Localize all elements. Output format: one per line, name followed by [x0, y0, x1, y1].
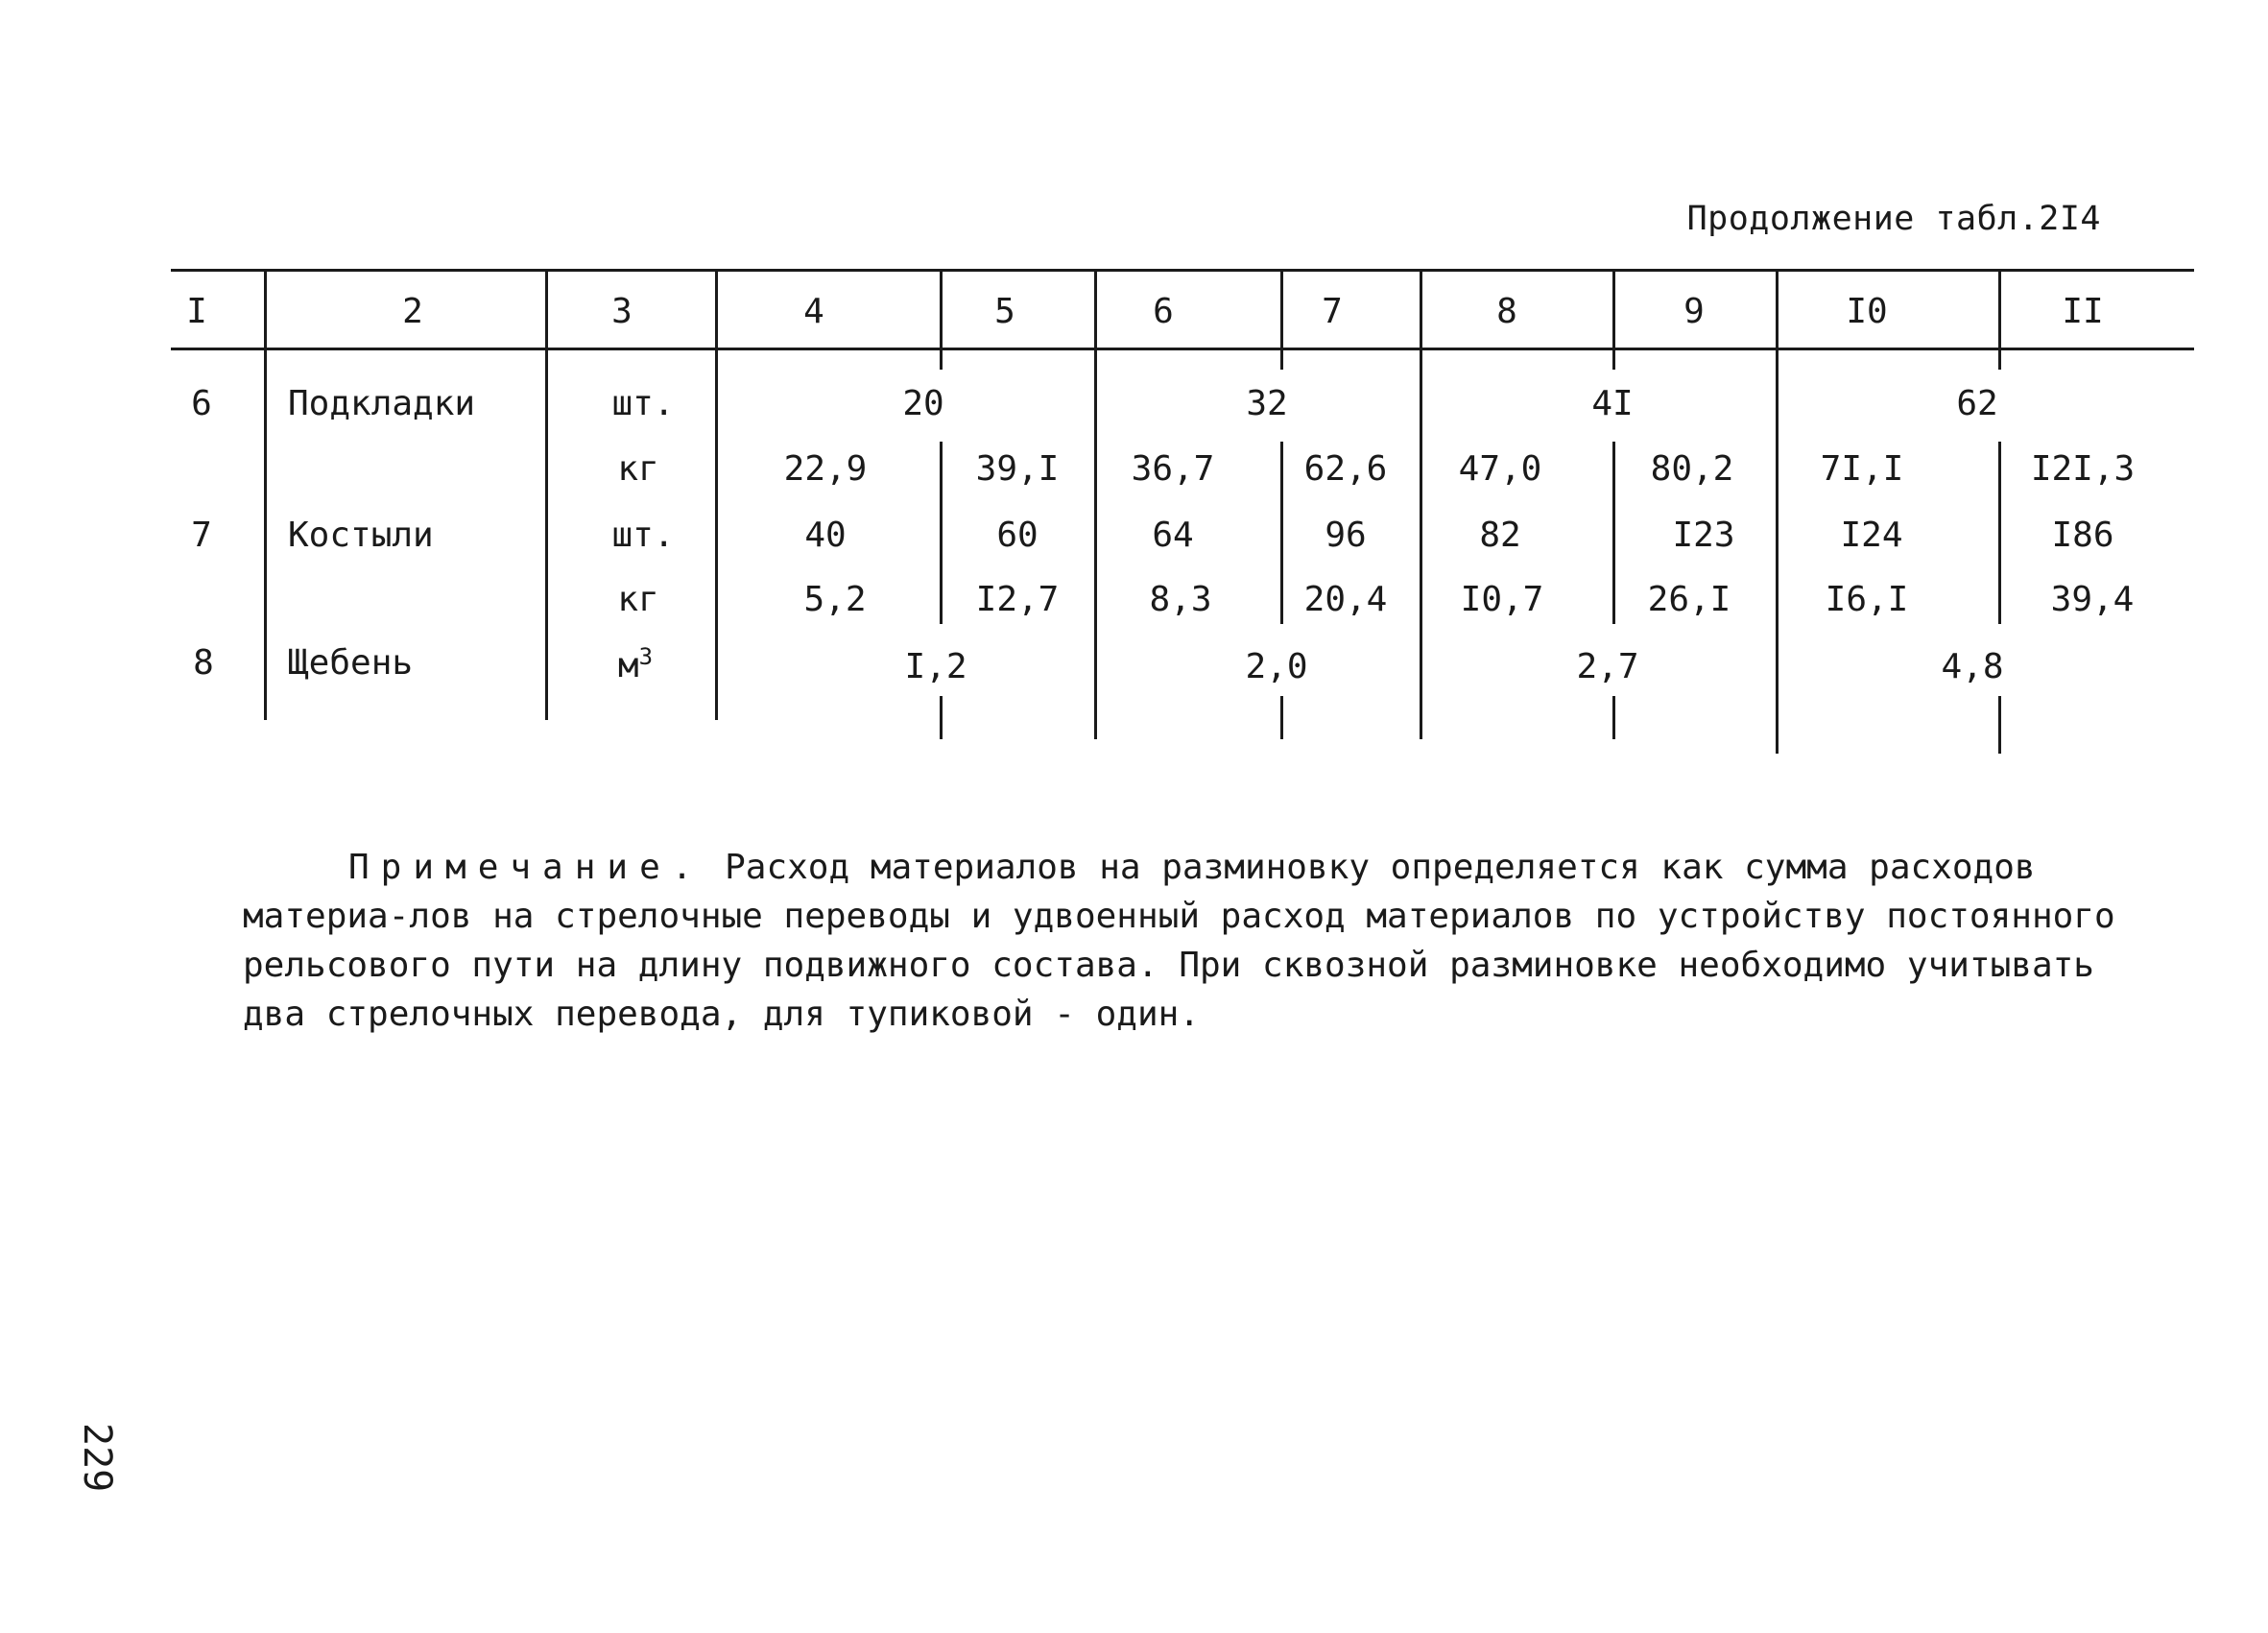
table-top-rule: [171, 269, 2194, 272]
value-cell: 39,4: [2050, 580, 2135, 619]
header-cell: II: [2062, 292, 2104, 331]
merged-value: I,2: [904, 647, 967, 686]
value-cell: 8,3: [1149, 580, 1212, 619]
row-number: 7: [191, 516, 212, 555]
col-separator: [940, 269, 943, 370]
value-cell: I2,7: [975, 580, 1060, 619]
value-cell: 62,6: [1303, 449, 1388, 489]
row-number: 8: [193, 643, 214, 683]
value-cell: 64: [1152, 516, 1194, 555]
unit-cell: [618, 643, 653, 685]
value-cell: 80,2: [1650, 449, 1734, 489]
header-cell: 9: [1683, 292, 1705, 331]
col-separator: [1998, 696, 2001, 754]
col-separator: [1612, 269, 1615, 370]
unit-cell: кг: [617, 580, 659, 619]
value-cell: I2I,3: [2030, 449, 2136, 489]
value-cell: 36,7: [1131, 449, 1215, 489]
col-separator: [940, 696, 943, 739]
header-cell: 5: [994, 292, 1015, 331]
footnote: [243, 843, 2158, 1039]
col-separator: [1998, 269, 2001, 370]
unit-cell: шт.: [611, 516, 675, 555]
col-separator: [264, 269, 267, 720]
value-cell: 96: [1325, 516, 1367, 555]
value-cell: 7I,I: [1820, 449, 1904, 489]
unit-base: м: [617, 646, 639, 685]
merged-value: 32: [1246, 384, 1288, 423]
merged-value: 2,7: [1576, 647, 1639, 686]
header-cell: 4: [803, 292, 824, 331]
col-separator: [545, 269, 548, 720]
header-cell: 3: [611, 292, 633, 331]
col-separator: [1612, 696, 1615, 739]
col-separator: [1998, 442, 2001, 624]
value-cell: I24: [1840, 516, 1903, 555]
table-caption: Продолжение табл.2I4: [1686, 200, 2101, 238]
col-separator: [1280, 696, 1283, 739]
col-separator: [715, 269, 718, 720]
value-cell: 22,9: [783, 449, 868, 489]
merged-value: 20: [902, 384, 944, 423]
merged-value: 4,8: [1941, 647, 2004, 686]
material-name: Подкладки: [288, 384, 476, 423]
header-cell: 7: [1322, 292, 1343, 331]
value-cell: 20,4: [1303, 580, 1388, 619]
value-cell: 47,0: [1458, 449, 1542, 489]
merged-value: 4I: [1591, 384, 1634, 423]
page-number: 229: [75, 1423, 119, 1493]
col-separator: [1420, 269, 1422, 739]
note-label: Примечание.: [348, 848, 704, 887]
col-separator: [1612, 442, 1615, 624]
col-separator: [1280, 269, 1283, 370]
header-cell: I0: [1846, 292, 1888, 331]
value-cell: I0,7: [1460, 580, 1544, 619]
value-cell: I23: [1672, 516, 1735, 555]
unit-cell: кг: [617, 449, 659, 489]
material-name: Щебень: [288, 643, 414, 683]
value-cell: 60: [996, 516, 1039, 555]
col-separator: [1776, 269, 1779, 754]
material-name: Костыли: [288, 516, 434, 555]
col-separator: [1094, 269, 1097, 739]
table-header-rule: [171, 348, 2194, 350]
row-number: 6: [191, 384, 212, 423]
header-cell: I: [186, 292, 207, 331]
col-separator: [940, 442, 943, 624]
unit-cell: шт.: [611, 384, 675, 423]
value-cell: I86: [2051, 516, 2114, 555]
col-separator: [1280, 442, 1283, 624]
value-cell: 5,2: [803, 580, 867, 619]
note-text: Расход материалов на разминовку определяется как сумма расходов материа-лов на стрелочные переводы и удвоенный расход материалов по устройству постоянного рельсового пути на длину подвижного состава. При сквозной разминовке необходимо учитывать два стрелочных перевода, для тупиковой - один.: [243, 848, 2115, 1034]
header-cell: 6: [1153, 292, 1174, 331]
value-cell: 26,I: [1647, 580, 1731, 619]
value-cell: 39,I: [975, 449, 1060, 489]
merged-value: 2,0: [1245, 647, 1308, 686]
header-cell: 2: [402, 292, 423, 331]
value-cell: I6,I: [1825, 580, 1909, 619]
value-cell: 82: [1479, 516, 1521, 555]
value-cell: 40: [804, 516, 847, 555]
unit-superscript: 3: [638, 643, 654, 670]
header-cell: 8: [1496, 292, 1517, 331]
merged-value: 62: [1956, 384, 1998, 423]
